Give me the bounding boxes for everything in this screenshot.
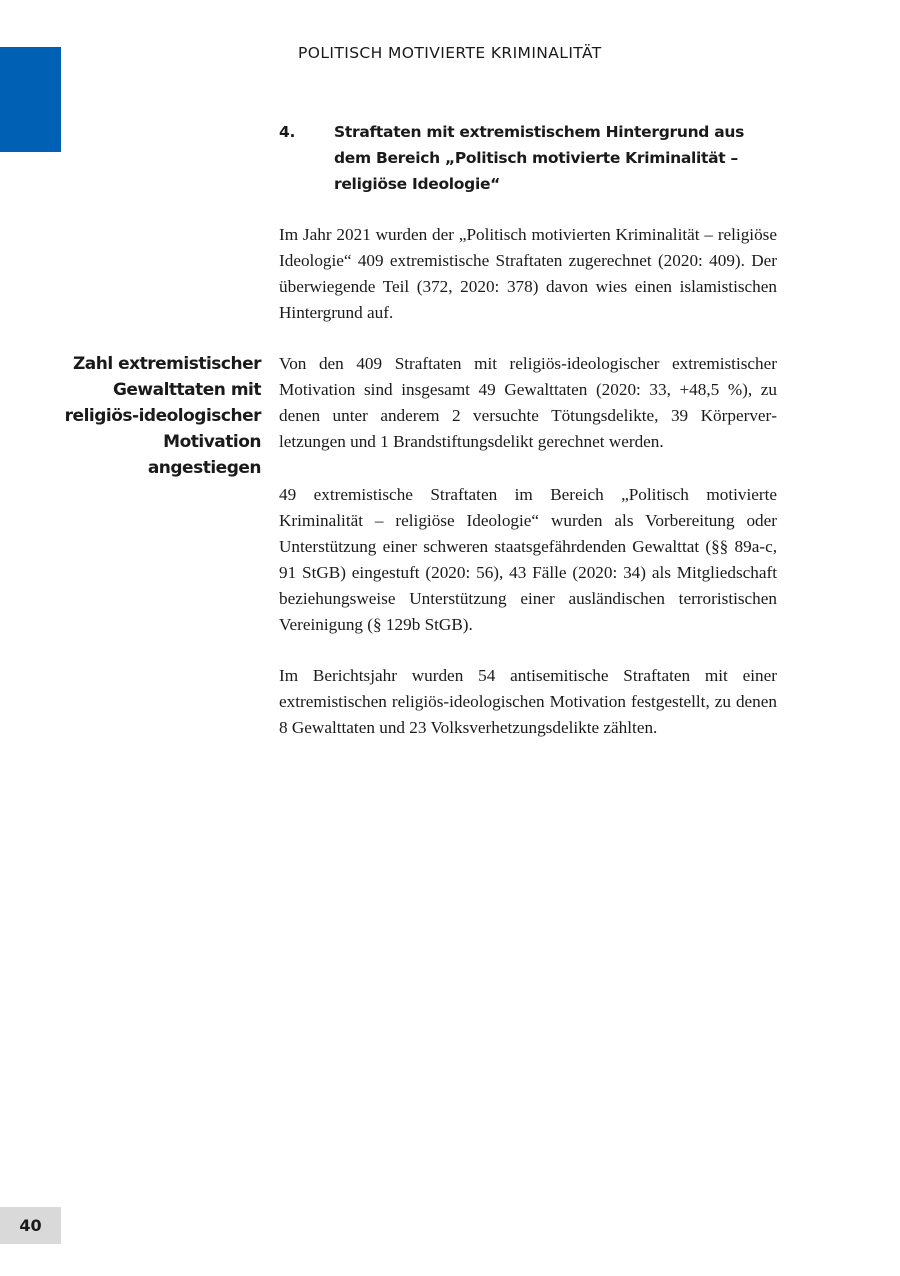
body-paragraph-2: Von den 409 Straftaten mit religiös-ideologischer extremistischer Motivation sind insgesamt 49 Gewalttaten (2020: 33, +48,5 %), zu denen unter anderem 2 versuchte Tötungsdelikte, 39 Körperverletzungen und 1 Brandstiftungsdelikt gerechnet werden. bbox=[279, 354, 777, 451]
section-title: Straftaten mit extremistischem Hintergrund aus dem Bereich „Politisch motivierte Kriminalität – religiöse Ideologie“ bbox=[334, 123, 745, 193]
running-header: POLITISCH MOTIVIERTE KRIMINALITÄT bbox=[298, 44, 602, 62]
margin-note: Zahl extremistischer Gewalttaten mit religiös-ideologischer Motivation angestiegen bbox=[64, 354, 261, 478]
section-heading bbox=[279, 119, 749, 197]
page-number: 40 bbox=[0, 1207, 61, 1244]
body-paragraph-3: 49 extremistische Straftaten im Bereich „Politisch motivierte Kriminalität – religiöse Ideologie“ wurden als Vorbereitung oder Unterstützung einer schweren staatsgefährdenden Gewalttat (§§ 89a-c, 91 StGB) eingestuft (2020: 56), 43 Fälle (2020: 34) als Mitgliedschaft beziehungsweise Unterstützung einer ausländischen terroristischen Vereinigung (§ 129b StGB). bbox=[279, 485, 777, 634]
body-paragraph-4: Im Berichtsjahr wurden 54 antisemitische Straftaten mit einer extremistischen religiös-ideologischen Motivation festgestellt, zu denen 8 Gewalttaten und 23 Volksverhetzungsdelikte zählten. bbox=[279, 666, 777, 737]
body-paragraph-1: Im Jahr 2021 wurden der „Politisch motivierten Kriminalität – religiöse Ideologie“ 409 extremistische Straftaten zugerechnet (2020: 409). Der überwiegende Teil (372, 2020: 378) davon wies einen islamistischen Hintergrund auf. bbox=[279, 225, 777, 322]
chapter-color-tab bbox=[0, 47, 61, 152]
section-number: 4. bbox=[279, 123, 296, 141]
